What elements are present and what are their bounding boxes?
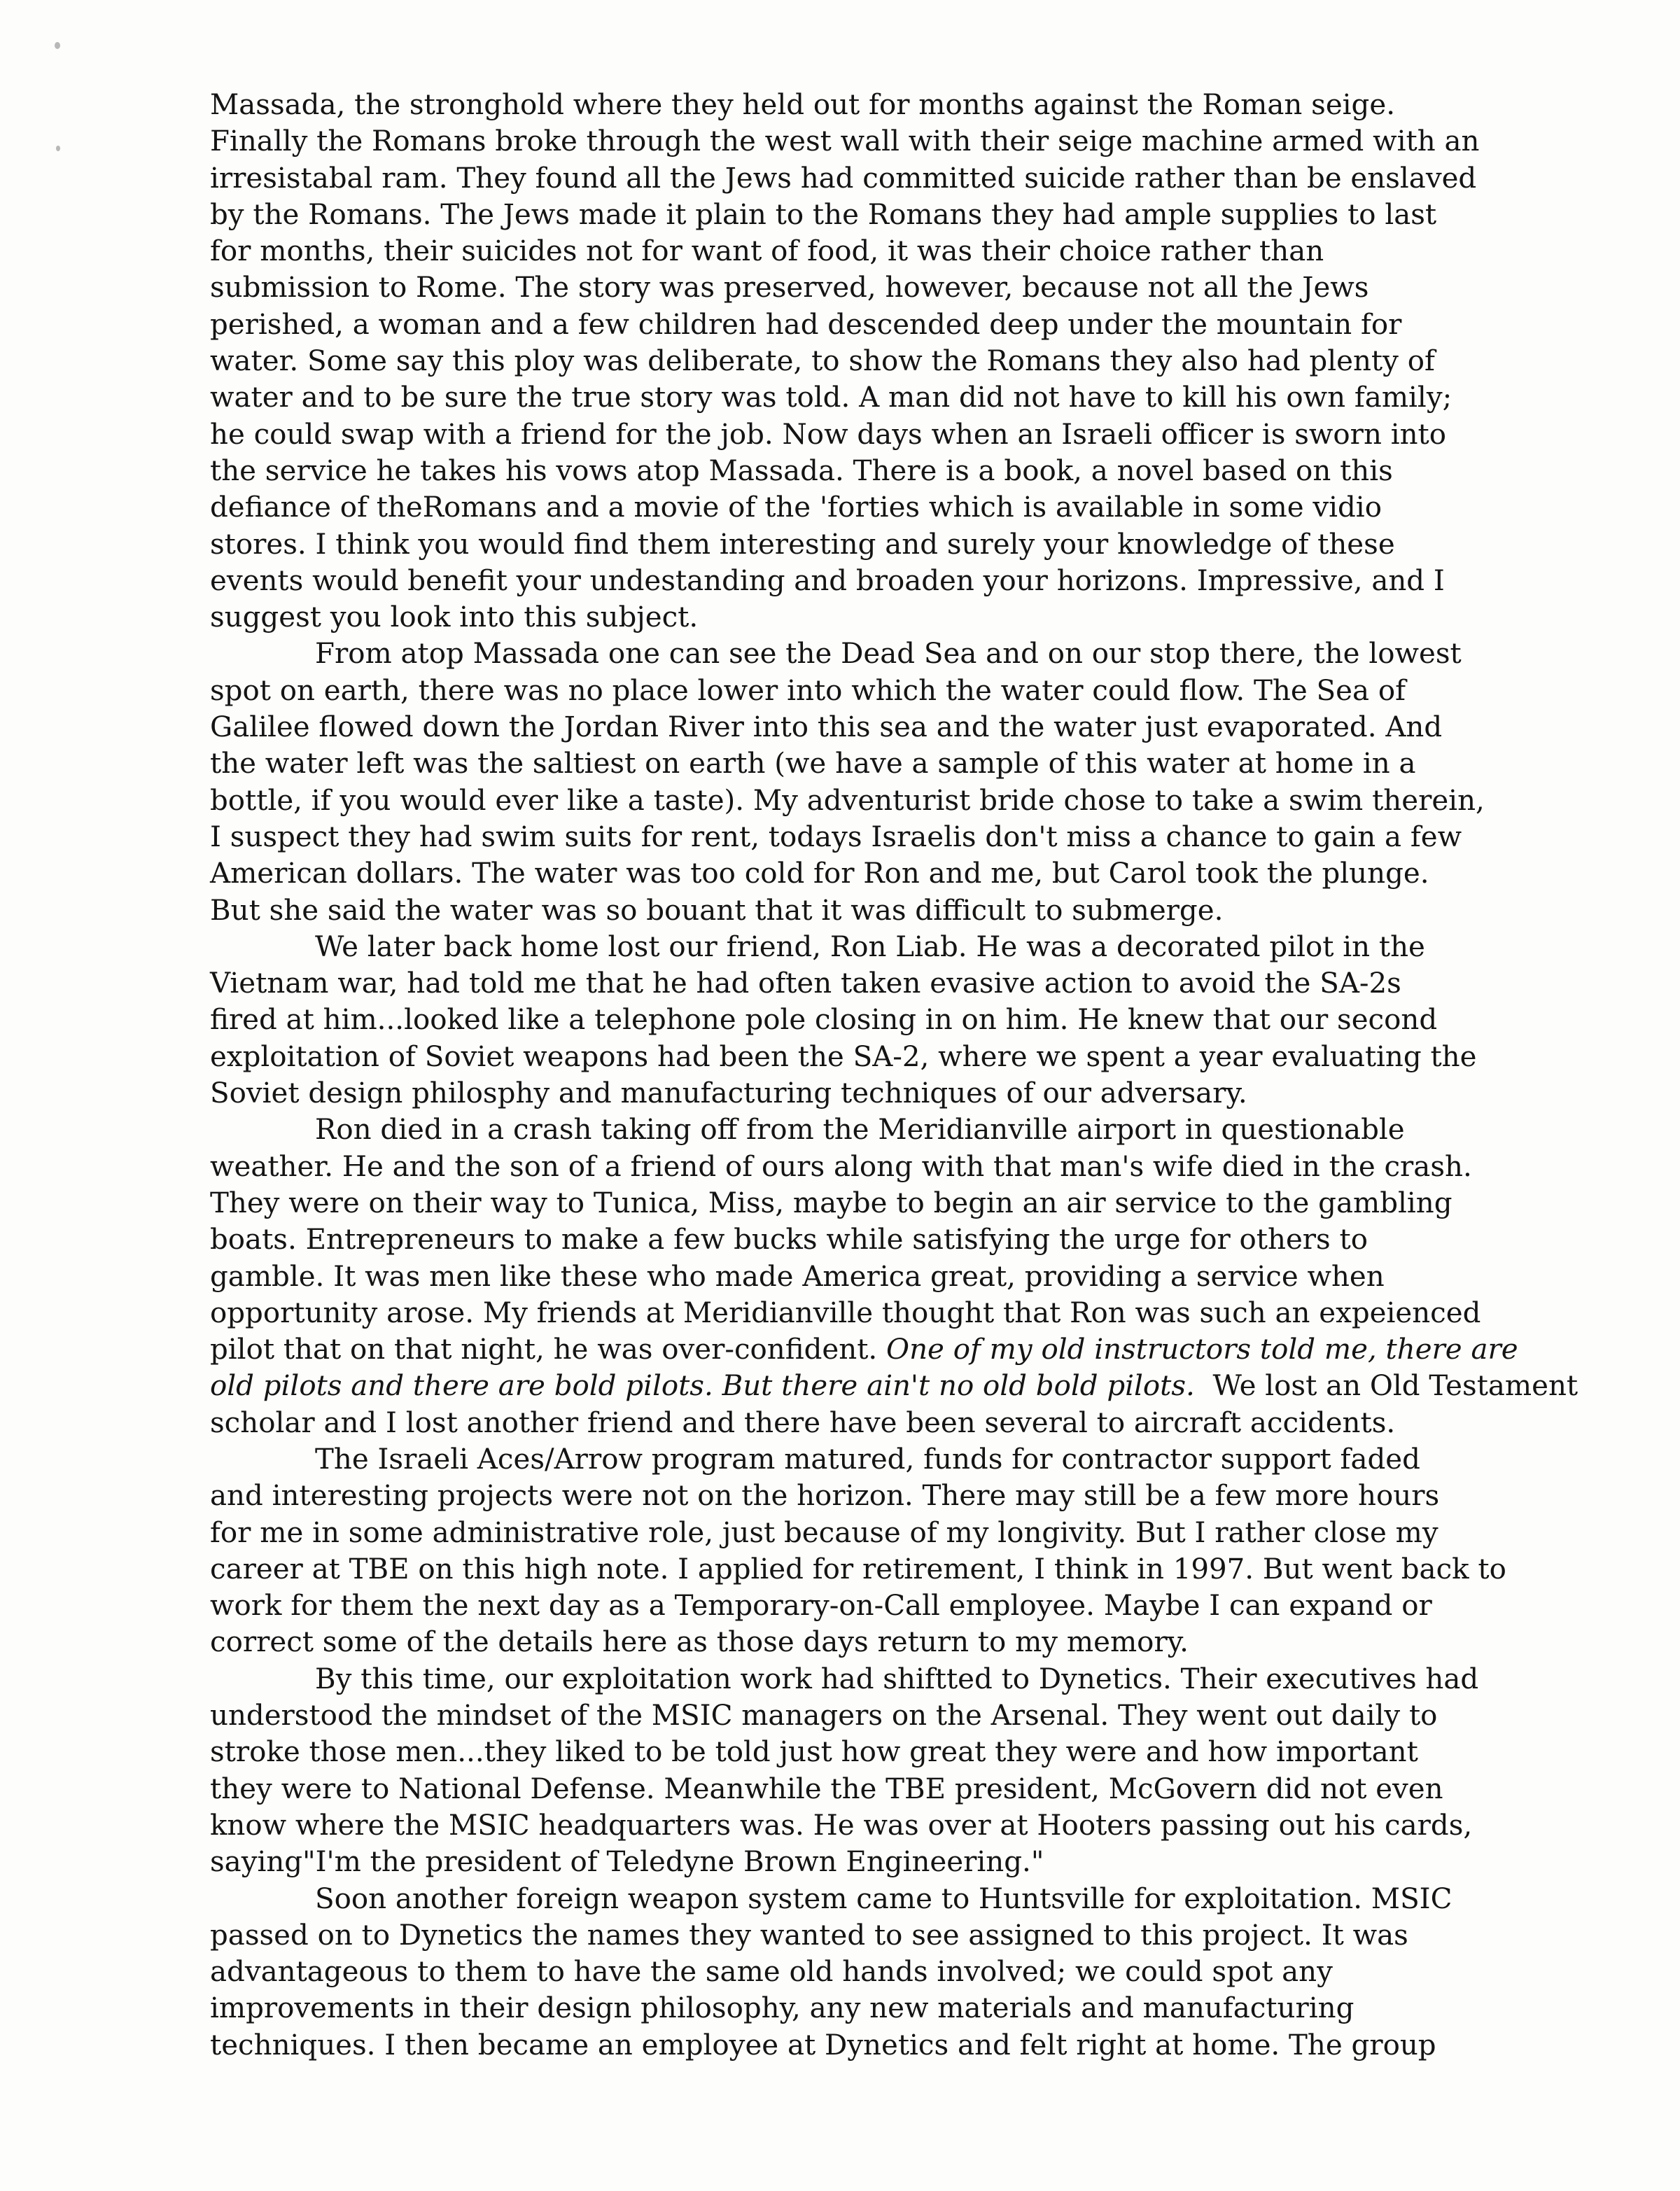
text-line xyxy=(210,1112,1526,1148)
text-line xyxy=(210,1917,1526,1954)
line-text: passed on to Dynetics the names they wanted to see assigned to this project. It was xyxy=(210,1918,1408,1952)
line-text: Soon another foreign weapon system came to Huntsville for exploitation. MSIC xyxy=(315,1882,1452,1915)
text-line xyxy=(210,1844,1526,1880)
text-line xyxy=(210,1515,1526,1551)
text-line xyxy=(210,892,1526,929)
line-text: stroke those men...they liked to be told just how great they were and how important xyxy=(210,1735,1418,1769)
paper-speck xyxy=(56,146,60,151)
line-text: the service he takes his vows atop Massada. There is a book, a novel based on this xyxy=(210,454,1393,487)
line-text: saying"I'm the president of Teledyne Brown Engineering." xyxy=(210,1845,1044,1879)
line-text: From atop Massada one can see the Dead Sea and on our stop there, the lowest xyxy=(315,637,1462,671)
document-body-text xyxy=(210,87,1578,2064)
text-line xyxy=(210,1478,1526,1514)
italic-quote-text: old pilots and there are bold pilots. But there ain't no old bold pilots. xyxy=(210,1369,1195,1403)
text-line xyxy=(210,783,1526,819)
text-line xyxy=(210,526,1526,563)
line-text: fired at him...looked like a telephone pole closing in on him. He knew that our second xyxy=(210,1003,1438,1037)
line-text: The Israeli Aces/Arrow program matured, funds for contractor support faded xyxy=(315,1442,1420,1476)
text-line xyxy=(210,599,1526,636)
text-line xyxy=(210,636,1526,672)
text-line xyxy=(210,1295,1526,1331)
text-line xyxy=(210,1771,1526,1807)
line-text: stores. I think you would find them interesting and surely your knowledge of these xyxy=(210,527,1395,561)
text-line xyxy=(210,1698,1526,1734)
text-line xyxy=(210,1149,1526,1185)
text-line xyxy=(210,233,1526,270)
text-line xyxy=(210,2027,1526,2064)
line-text: the water left was the saltiest on earth (we have a sample of this water at home in a xyxy=(210,747,1416,780)
text-line xyxy=(210,746,1526,782)
line-text: Soviet design philosphy and manufacturing techniques of our adversary. xyxy=(210,1077,1247,1110)
line-text: Ron died in a crash taking off from the Meridianville airport in questionable xyxy=(315,1113,1405,1147)
text-line xyxy=(210,453,1526,489)
line-text: American dollars. The water was too cold for Ron and me, but Carol took the plunge. xyxy=(210,857,1429,890)
line-text: scholar and I lost another friend and there have been several to aircraft accidents. xyxy=(210,1406,1396,1439)
line-text: perished, a woman and a few children had descended deep under the mountain for xyxy=(210,307,1402,341)
text-line xyxy=(210,197,1526,233)
line-text: Finally the Romans broke through the west wall with their seige machine armed with an xyxy=(210,125,1480,158)
text-line xyxy=(210,1002,1526,1038)
text-line xyxy=(210,1624,1526,1660)
text-line xyxy=(210,1075,1526,1112)
text-line xyxy=(210,1331,1526,1368)
line-text: by the Romans. The Jews made it plain to the Romans they had ample supplies to last xyxy=(210,197,1437,231)
line-text: events would benefit your undestanding and broaden your horizons. Impressive, and I xyxy=(210,564,1445,597)
text-line xyxy=(210,855,1526,892)
text-line xyxy=(210,1807,1526,1844)
line-text: Vietnam war, had told me that he had often taken evasive action to avoid the SA-2s xyxy=(210,967,1401,1000)
paper-speck xyxy=(55,42,60,49)
line-text: Galilee flowed down the Jordan River into this sea and the water just evaporated. And xyxy=(210,710,1443,744)
text-line xyxy=(210,379,1526,416)
line-text: advantageous to them to have the same old hands involved; we could spot any xyxy=(210,1955,1333,1989)
line-text: suggest you look into this subject. xyxy=(210,601,699,634)
line-text: know where the MSIC headquarters was. He was over at Hooters passing out his cards, xyxy=(210,1808,1473,1842)
line-text: I suspect they had swim suits for rent, todays Israelis don't miss a chance to gain a few xyxy=(210,820,1462,853)
line-text: Massada, the stronghold where they held out for months against the Roman seige. xyxy=(210,88,1396,121)
text-line xyxy=(210,563,1526,599)
text-line xyxy=(210,1405,1526,1441)
text-line xyxy=(210,1441,1526,1478)
line-text: understood the mindset of the MSIC managers on the Arsenal. They went out daily to xyxy=(210,1699,1438,1732)
text-line xyxy=(210,965,1526,1002)
line-text: gamble. It was men like these who made America great, providing a service when xyxy=(210,1259,1385,1293)
italic-quote-text: One of my old instructors told me, there are xyxy=(886,1333,1518,1366)
line-text: opportunity arose. My friends at Meridianville thought that Ron was such an expeienced xyxy=(210,1296,1481,1329)
text-line xyxy=(210,123,1526,160)
text-line xyxy=(210,1368,1578,1404)
text-line xyxy=(210,1222,1526,1258)
text-line xyxy=(210,1551,1526,1588)
line-text: improvements in their design philosophy, any new materials and manufacturing xyxy=(210,1991,1354,2025)
line-text: for me in some administrative role, just because of my longivity. But I rather close my xyxy=(210,1516,1438,1549)
line-text: defiance of theRomans and a movie of the 'forties which is available in some vidio xyxy=(210,491,1382,524)
line-text: We later back home lost our friend, Ron Liab. He was a decorated pilot in the xyxy=(315,930,1425,963)
line-text: and interesting projects were not on the horizon. There may still be a few more hours xyxy=(210,1479,1440,1513)
text-line xyxy=(210,709,1526,746)
line-text: he could swap with a friend for the job. Now days when an Israeli officer is sworn into xyxy=(210,417,1446,451)
text-line xyxy=(210,1990,1526,2026)
text-line xyxy=(210,1259,1526,1295)
text-line xyxy=(210,87,1526,123)
text-line xyxy=(210,160,1526,197)
line-text: weather. He and the son of a friend of ours along with that man's wife died in the crash. xyxy=(210,1149,1472,1183)
line-text: spot on earth, there was no place lower into which the water could flow. The Sea of xyxy=(210,673,1406,707)
line-text: techniques. I then became an employee at Dynetics and felt right at home. The group xyxy=(210,2028,1436,2062)
line-text: By this time, our exploitation work had shiftted to Dynetics. Their executives had xyxy=(315,1662,1479,1695)
line-text: They were on their way to Tunica, Miss, maybe to begin an air service to the gambling xyxy=(210,1186,1452,1219)
text-line xyxy=(210,416,1526,453)
text-line xyxy=(210,1039,1526,1075)
line-text: career at TBE on this high note. I applied for retirement, I think in 1997. But went back to xyxy=(210,1552,1506,1586)
line-text: exploitation of Soviet weapons had been the SA-2, where we spent a year evaluating the xyxy=(210,1040,1477,1073)
text-line xyxy=(210,1881,1526,1917)
text-line xyxy=(210,673,1526,709)
text-line xyxy=(210,270,1526,306)
line-text: water. Some say this ploy was deliberate, to show the Romans they also had plenty of xyxy=(210,344,1435,378)
line-text: correct some of the details here as those days return to my memory. xyxy=(210,1625,1189,1659)
text-line xyxy=(210,1588,1526,1624)
text-line xyxy=(210,307,1526,343)
text-line xyxy=(210,1185,1526,1222)
text-line xyxy=(210,489,1526,526)
line-text: boats. Entrepreneurs to make a few bucks while satisfying the urge for others to xyxy=(210,1223,1368,1256)
line-text: bottle, if you would ever like a taste). My adventurist bride chose to take a swim therein, xyxy=(210,783,1485,817)
line-text: pilot that on that night, he was over-confident. xyxy=(210,1333,887,1366)
text-line xyxy=(210,1661,1526,1698)
line-text: they were to National Defense. Meanwhile the TBE president, McGovern did not even xyxy=(210,1772,1443,1805)
line-text: water and to be sure the true story was told. A man did not have to kill his own family; xyxy=(210,381,1452,414)
line-text: irresistabal ram. They found all the Jews had committed suicide rather than be enslaved xyxy=(210,161,1477,195)
line-text: for months, their suicides not for want of food, it was their choice rather than xyxy=(210,234,1324,268)
line-text-tail: We lost an Old Testament xyxy=(1194,1369,1578,1403)
text-line xyxy=(210,1734,1526,1770)
line-text: work for them the next day as a Temporary-on-Call employee. Maybe I can expand or xyxy=(210,1589,1432,1623)
text-line xyxy=(210,819,1526,855)
text-line xyxy=(210,343,1526,379)
text-line xyxy=(210,929,1526,965)
text-line xyxy=(210,1954,1526,1990)
line-text: But she said the water was so bouant that it was difficult to submerge. xyxy=(210,893,1224,927)
line-text: submission to Rome. The story was preserved, however, because not all the Jews xyxy=(210,271,1369,304)
